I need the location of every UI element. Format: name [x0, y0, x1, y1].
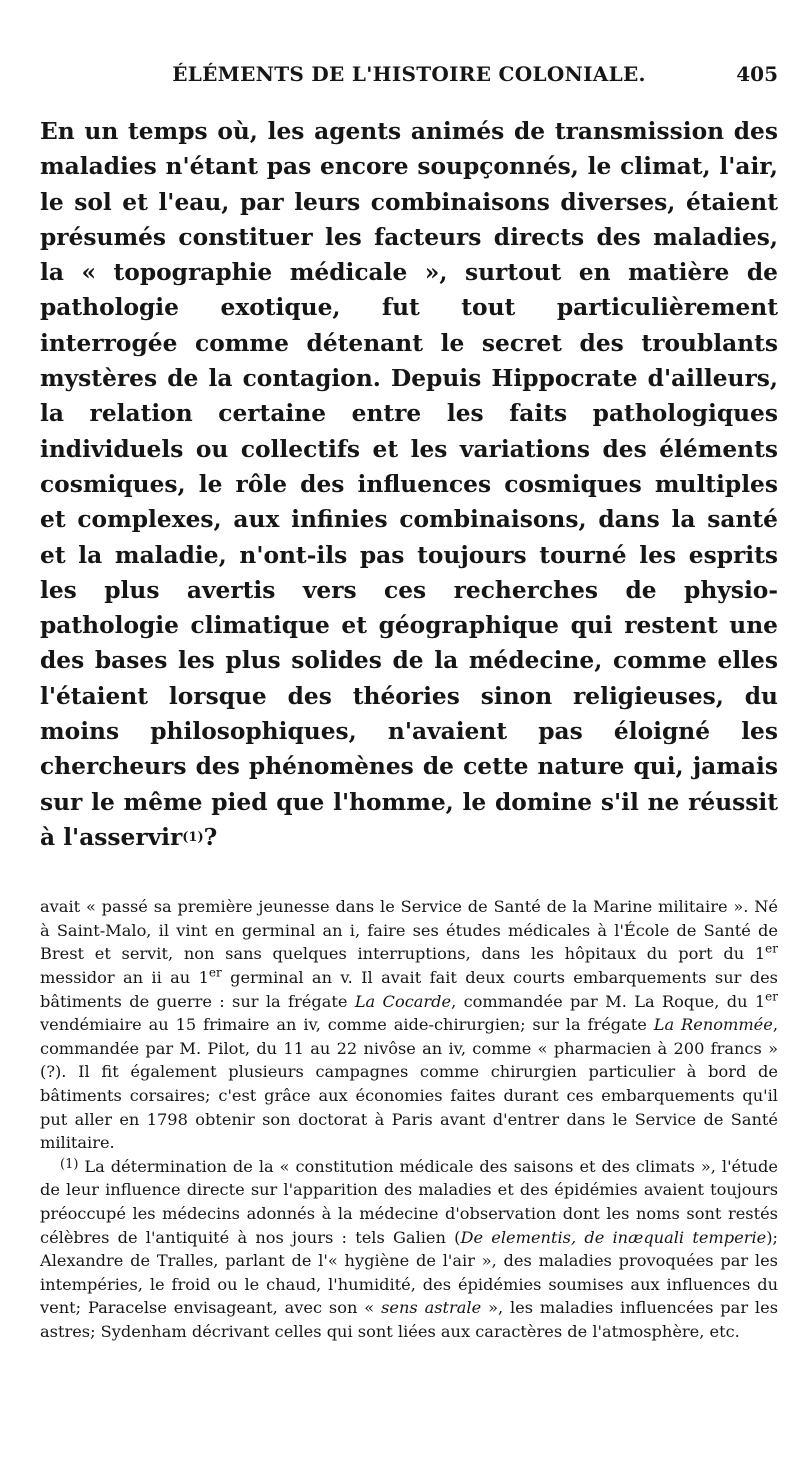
ordinal-superscript: er — [765, 989, 779, 1004]
main-paragraph-text: En un temps où, les agents animés de transmission des maladies n'étant pas encore soupçonnés, le climat, l'air, le sol et l'eau, par leurs combinaisons diverses, étaient présumés constituer les facteurs directs des maladies, la « topographie médicale », surtout en matière de pathologie exotique, fut tout particulièrement interrogée comme détenant le secret des troublants mystères de la contagion. Depuis Hippocrate d'ailleurs, la relation certaine entre les faits pathologiques individuels ou collectifs et les variations des éléments cosmiques, le rôle des influences cosmiques multiples et complexes, aux infinies combinaisons, dans la santé et la maladie, n'ont-ils pas toujours tourné les esprits les plus avertis vers ces recherches de physio-pathologie climatique et géographique qui restent une des bases les plus solides de la médecine, comme elles l'étaient lorsque des théories sinon religieuses, du moins philosophiques, n'avaient pas éloigné les chercheurs des phénomènes de cette nature qui, jamais sur le même pied que l'homme, le domine s'il ne réussit à l'asservir — [40, 118, 778, 851]
footnote-text: vendémiaire au 15 frimaire an iv, comme aide-chirurgien; sur la frégate — [40, 1015, 654, 1035]
footnote-1 — [40, 1155, 778, 1344]
page-header — [40, 62, 778, 96]
main-paragraph-end: ? — [203, 823, 218, 851]
footnote-text: messidor an ii au 1 — [40, 968, 209, 988]
ship-name: La Cocarde — [354, 991, 452, 1011]
work-title: De elementis, de inæquali temperie — [460, 1227, 767, 1247]
ordinal-superscript: er — [208, 965, 222, 980]
footnotes — [40, 895, 778, 1343]
footnote-marker: (1) — [60, 1156, 79, 1172]
ordinal-superscript: er — [765, 942, 778, 957]
footnote-text: , commandée par M. Pilot, du 11 au 22 nivôse an iv, comme « pharmacien à 200 francs » (?). Il fit également plusieurs campagnes comme chirurgien particulier à bord de bâtiments corsaires; c'est grâce aux économies faites durant ces embarquements qu'il put aller en 1798 obtenir son doctorat à Paris avant d'entrer dans le Service de Santé militaire. — [40, 1015, 779, 1153]
footnote-text: germinal an v. Il avait fait deux courts embarquements sur des bâtiments de guerre : sur la frégate — [40, 968, 778, 1011]
ship-name: La Renommée — [653, 1015, 773, 1035]
main-paragraph — [40, 114, 778, 855]
page-number: 405 — [736, 62, 778, 86]
footnote-text: La détermination de la « constitution médicale des saisons et des climats », l'étude de leur influence directe sur l'apparition des maladies et des épidémies avaient toujours préoccupé les médecins adonnés à la médecine d'observation dont les noms sont restés célèbres de l'antiquité à nos jours : tels Galien ( — [40, 1156, 778, 1247]
latin-term: sens astrale — [381, 1298, 482, 1318]
footnote-text: », les maladies influencées par les astres; Sydenham décrivant celles qui sont liées aux caractères de l'atmosphère, etc. — [40, 1298, 778, 1341]
running-title: ÉLÉMENTS DE L'HISTOIRE COLONIALE. — [172, 62, 646, 86]
footnote-continuation — [40, 895, 778, 1155]
book-page — [40, 62, 778, 1344]
footnote-text: avait « passé sa première jeunesse dans le Service de Santé de la Marine militaire ». Né à Saint-Malo, il vint en germinal an i, faire ses études médicales à l'École de Santé de Brest et servit, non sans quelques interruptions, dans les hôpitaux du port du 1 — [40, 897, 778, 964]
footnote-reference: (1) — [182, 829, 204, 845]
footnote-text: , commandée par M. La Roque, du 1 — [451, 991, 766, 1011]
main-text — [40, 114, 778, 855]
footnote-text: ); Alexandre de Tralles, parlant de l'« hygiène de l'air », des maladies provoquées par les intempéries, le froid ou le chaud, l'humidité, des épidémies soumises aux influences du vent; Paracelse envisageant, avec son « — [40, 1227, 778, 1318]
